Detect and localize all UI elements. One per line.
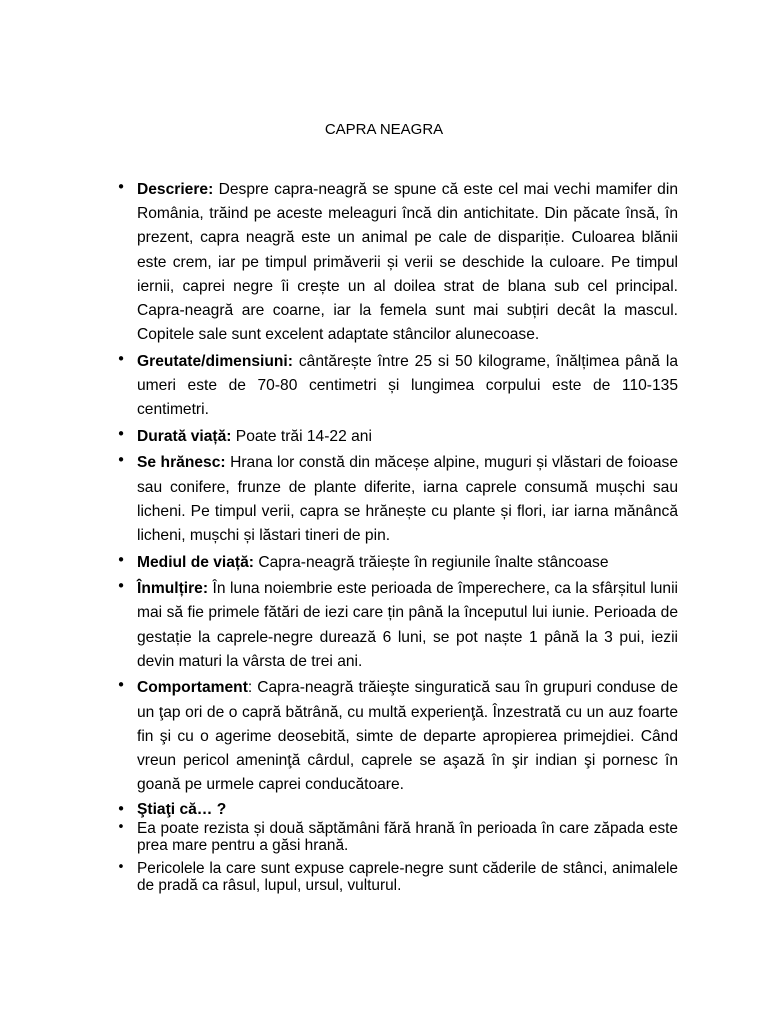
- bullet-icon: •: [116, 577, 126, 596]
- bullet-icon: •: [116, 178, 126, 196]
- paragraph: [137, 451, 678, 548]
- document-title: CAPRA NEAGRA: [324, 121, 444, 138]
- paragraph: [137, 425, 678, 449]
- item-text: Despre capra-neagră se spune că este cel mai vechi mamifer din România, trăind pe aceste meleaguri încă din antichitate. Din păcate însă, în prezent, capra neagră este un animal pe cale de dispariție. Culoarea blănii este crem, iar pe timpul primăverii și verii se deschide la culoare. Pe timpul iernii, caprei negre îi crește un al doilea strat de blana sub cel principal. Capra-neagră are coarne, iar la femela sunt mai subțiri decât la mascul. Copitele sale sunt excelent adaptate stâncilor alunecoase.: [137, 181, 678, 344]
- item-text: În luna noiembrie este perioada de împerechere, ca la sfârșitul lunii mai să fie primele fătări de iezi care țin până la începutul lui iunie. Perioada de gestație la caprele-negre durează 6 luni, se pot naște 1 până la 3 pui, iezii devin maturi la vârsta de trei ani.: [137, 580, 678, 670]
- paragraph: [137, 577, 678, 674]
- item-label: Se hrănesc:: [137, 454, 226, 472]
- list-item-descriere: [116, 178, 678, 347]
- item-text: : Capra-neagră trăieşte singuratică sau în grupuri conduse de un ţap ori de o capră bătrână, cu multă experienţă. Înzestrată cu un auz foarte fin şi cu o agerime deosebită, simte de departe apropierea primejdiei. Când vreun pericol ameninţă cârdul, caprele se aşază în şir indian şi pornesc în goană pe urmele caprei conducătoare.: [137, 679, 678, 794]
- bullet-icon: •: [117, 859, 125, 875]
- item-label: Durată viață:: [137, 427, 232, 445]
- list-item-fact: [117, 859, 678, 895]
- item-label: Greutate/dimensiuni:: [137, 352, 293, 370]
- list-item-durata: [116, 424, 678, 449]
- bullet-list: [0, 178, 768, 895]
- item-label: Comportament: [137, 679, 248, 697]
- list-item-stiati: [116, 799, 678, 820]
- item-label: Ştiaţi că… ?: [137, 800, 227, 818]
- fact-text: Pericolele la care sunt expuse caprele-negre sunt căderile de stânci, animalele de pradă ca râsul, lupul, ursul, vulturul.: [137, 859, 678, 895]
- fact-text: Ea poate rezista și două săptămâni fără hrană în perioada în care zăpada este prea mare pentru a găsi hrană.: [137, 819, 678, 855]
- bullet-icon: •: [116, 676, 126, 695]
- list-item-mediu: [116, 550, 678, 575]
- item-label: Mediul de viață:: [137, 553, 254, 571]
- paragraph: [137, 676, 678, 797]
- bullet-icon: •: [116, 550, 126, 569]
- list-item-inmultire: [116, 577, 678, 674]
- list-item-hrana: [116, 451, 678, 548]
- paragraph: [137, 551, 678, 575]
- list-item-greutate: [116, 349, 678, 423]
- item-label: Descriere:: [137, 181, 214, 198]
- item-text: cântărește între 25 si 50 kilograme, înălțimea până la umeri este de 70-80 centimetri și lungimea corpului este de 110-135 centimetri.: [137, 352, 678, 419]
- bullet-icon: •: [117, 819, 125, 835]
- item-text: Poate trăi 14-22 ani: [231, 427, 372, 445]
- bullet-icon: •: [116, 451, 126, 470]
- list-item-fact: [117, 819, 678, 855]
- bullet-icon: •: [116, 799, 126, 818]
- item-label: Înmulțire:: [137, 580, 209, 598]
- bullet-icon: •: [116, 424, 126, 443]
- paragraph: [137, 178, 678, 347]
- item-text: Hrana lor constă din măceșe alpine, muguri și vlăstari de foioase sau conifere, frunze de plante diferite, iarna caprele consumă mușchi sau licheni. Pe timpul verii, capra se hrănește cu plante și flori, iar iarna mănâncă licheni, mușchi și lăstari tineri de pin.: [137, 454, 678, 545]
- paragraph: [137, 800, 678, 820]
- list-item-comportament: [116, 676, 678, 797]
- item-text: Capra-neagră trăiește în regiunile înalte stâncoase: [253, 553, 609, 571]
- paragraph: [137, 350, 678, 423]
- bullet-icon: •: [116, 349, 126, 368]
